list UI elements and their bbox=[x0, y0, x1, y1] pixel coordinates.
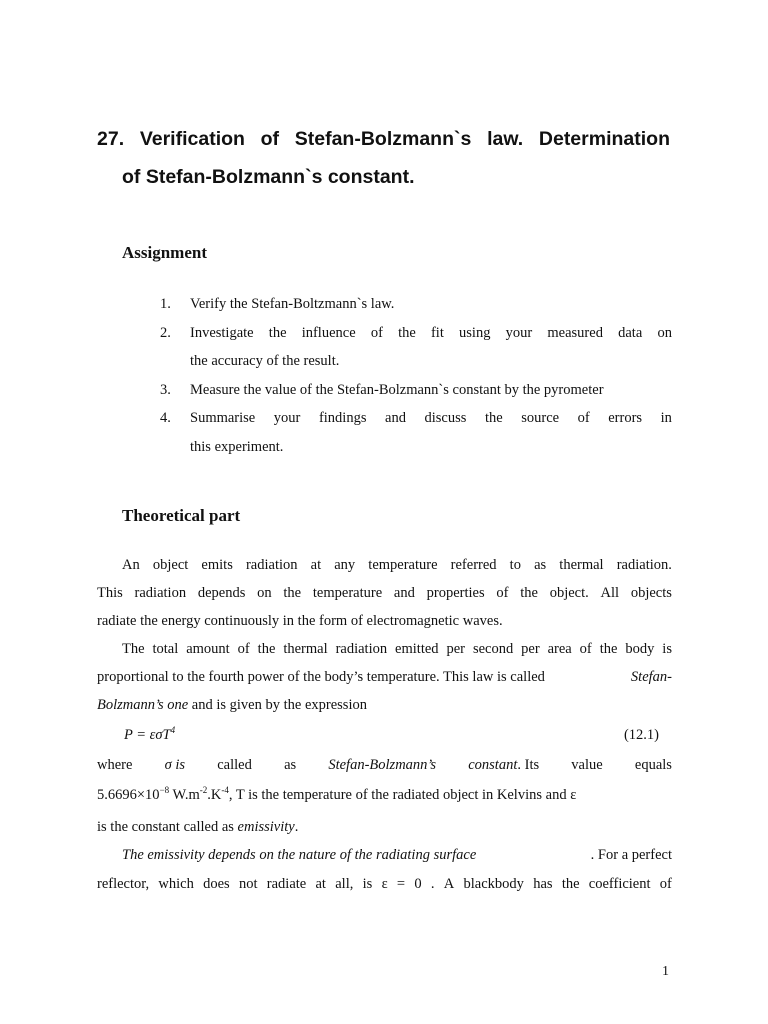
paragraph-italic-text: The emissivity depends on the nature of the radiating surface bbox=[122, 847, 477, 863]
paragraph-italic-text: Stefan- bbox=[630, 669, 672, 685]
word: radiation bbox=[134, 585, 187, 601]
word: using bbox=[459, 324, 491, 341]
word: radiation bbox=[335, 641, 388, 657]
equation-text: P = εσT bbox=[124, 727, 171, 743]
word: the bbox=[257, 641, 276, 657]
word: of bbox=[577, 410, 590, 426]
word: all, bbox=[335, 876, 354, 892]
paragraph-line bbox=[97, 874, 672, 894]
list-item bbox=[160, 290, 672, 319]
word: properties bbox=[426, 585, 485, 601]
title-word: Stefan-Bolzmann`s bbox=[294, 128, 472, 150]
equation-row bbox=[124, 725, 659, 745]
word: the bbox=[484, 410, 503, 426]
word: your bbox=[273, 410, 301, 426]
equation bbox=[124, 727, 175, 743]
word: discuss bbox=[424, 410, 467, 426]
word: referred bbox=[450, 557, 497, 573]
equation-number: (12.1) bbox=[623, 727, 659, 743]
word: the bbox=[283, 585, 302, 601]
word: on bbox=[657, 324, 672, 341]
word: to bbox=[509, 557, 521, 573]
paragraph-text: proportional to the fourth power of the body’s temperature. This law is called bbox=[97, 669, 549, 685]
assignment-list bbox=[160, 290, 672, 461]
word: An bbox=[122, 557, 140, 573]
word: 0 bbox=[414, 876, 422, 892]
list-item-number: 3. bbox=[160, 381, 171, 398]
title-word: law. bbox=[487, 128, 524, 150]
paragraph-text: called bbox=[217, 757, 252, 773]
constant-value: 5.6696×10 bbox=[97, 787, 160, 803]
word: amount bbox=[186, 641, 230, 657]
word: ε bbox=[381, 876, 388, 892]
word: in bbox=[660, 410, 672, 426]
word: of bbox=[496, 585, 509, 601]
paragraph-text: . bbox=[294, 819, 299, 835]
word: emits bbox=[201, 557, 233, 573]
word: radiation bbox=[245, 557, 298, 573]
paragraph-text: . Its bbox=[517, 757, 540, 773]
word: at bbox=[310, 557, 322, 573]
word: source bbox=[521, 410, 560, 426]
title-word: Determination bbox=[538, 128, 670, 150]
word: influence bbox=[301, 324, 356, 341]
paragraph-text: value bbox=[571, 757, 603, 773]
paragraph-line bbox=[97, 695, 672, 715]
paragraph-text: and is given by the expression bbox=[188, 697, 367, 713]
paragraph-text bbox=[468, 755, 539, 775]
list-item-text: Verify the Stefan-Boltzmann`s law. bbox=[190, 296, 395, 312]
word: thermal bbox=[559, 557, 604, 573]
word: measured bbox=[547, 324, 603, 341]
word: as bbox=[534, 557, 547, 573]
word: area bbox=[547, 641, 572, 657]
word: the bbox=[599, 641, 618, 657]
paragraph-text: equals bbox=[634, 757, 672, 773]
word: of bbox=[237, 641, 250, 657]
document-title bbox=[97, 120, 697, 196]
list-item-number: 4. bbox=[160, 410, 171, 426]
word: findings bbox=[318, 410, 367, 426]
word: object bbox=[152, 557, 189, 573]
word: the bbox=[268, 324, 287, 341]
word: second bbox=[472, 641, 514, 657]
constant-exponent: −8 bbox=[159, 785, 170, 795]
list-item-text-line: this experiment. bbox=[190, 438, 284, 455]
page-number: 1 bbox=[662, 964, 669, 979]
word: objects bbox=[630, 585, 672, 601]
word: and bbox=[393, 585, 415, 601]
paragraph-text: , T is the temperature of the radiated object in Kelvins and ε bbox=[228, 787, 577, 803]
units-exponent: -2 bbox=[199, 785, 208, 795]
title-line-1 bbox=[97, 120, 670, 158]
word: does bbox=[203, 876, 230, 892]
list-item-text-line bbox=[190, 404, 672, 433]
word: reflector, bbox=[97, 876, 150, 892]
word: depends bbox=[197, 585, 246, 601]
assignment-heading: Assignment bbox=[122, 243, 208, 262]
word: coefficient bbox=[588, 876, 651, 892]
word: at bbox=[315, 876, 326, 892]
sigma-symbol: σ is bbox=[164, 757, 186, 773]
word: the bbox=[520, 585, 538, 601]
equation-exponent: 4 bbox=[170, 725, 176, 735]
word: This bbox=[97, 585, 123, 601]
list-item-number: 1. bbox=[160, 296, 171, 312]
list-item bbox=[160, 376, 672, 405]
word: radiation. bbox=[616, 557, 672, 573]
paragraph-line bbox=[97, 583, 672, 603]
word: data bbox=[618, 324, 643, 341]
word: body bbox=[625, 641, 655, 657]
list-item-text-line bbox=[190, 319, 672, 348]
paragraph-line bbox=[97, 817, 672, 837]
paragraph-text: is the constant called as bbox=[97, 819, 238, 835]
word: of bbox=[579, 641, 592, 657]
list-item-text: Measure the value of the Stefan-Bolzmann`s constant by the pyrometer bbox=[190, 381, 604, 398]
word: thermal bbox=[283, 641, 328, 657]
paragraph-italic-text: constant bbox=[468, 757, 518, 773]
word: blackbody bbox=[463, 876, 524, 892]
title-number: 27. bbox=[97, 128, 125, 150]
theory-heading: Theoretical part bbox=[122, 506, 241, 525]
word: fit bbox=[430, 324, 444, 341]
title-word: Verification bbox=[139, 128, 245, 150]
word: object. bbox=[549, 585, 589, 601]
word: the bbox=[561, 876, 580, 892]
word: which bbox=[158, 876, 194, 892]
word: A bbox=[443, 876, 455, 892]
word: your bbox=[505, 324, 533, 341]
paragraph-text: where bbox=[97, 757, 133, 773]
word: All bbox=[600, 585, 620, 601]
word: per bbox=[446, 641, 465, 657]
word: per bbox=[521, 641, 540, 657]
constant-units: W.m bbox=[169, 787, 200, 803]
units-exponent: -4 bbox=[221, 785, 229, 795]
paragraph-italic-text: Bolzmann’s one bbox=[97, 697, 189, 713]
word: is bbox=[362, 876, 373, 892]
word: on bbox=[257, 585, 272, 601]
word: not bbox=[238, 876, 258, 892]
paragraph-line: radiate the energy continuously in the form of electromagnetic waves. bbox=[97, 613, 503, 629]
constant-units: .K bbox=[207, 787, 222, 803]
word: total bbox=[152, 641, 179, 657]
title-word: of bbox=[260, 128, 280, 150]
word: has bbox=[533, 876, 553, 892]
word: radiate bbox=[266, 876, 307, 892]
list-item bbox=[160, 404, 672, 461]
word: The bbox=[122, 641, 145, 657]
list-item bbox=[160, 319, 672, 376]
word: Summarise bbox=[190, 410, 256, 426]
word: errors bbox=[608, 410, 643, 426]
paragraph-line bbox=[97, 667, 672, 687]
word: . bbox=[430, 876, 435, 892]
word: Investigate bbox=[190, 324, 254, 341]
list-item-number: 2. bbox=[160, 324, 171, 341]
word: of bbox=[659, 876, 672, 892]
word: is bbox=[662, 641, 672, 657]
paragraph-line bbox=[97, 785, 672, 805]
word: and bbox=[385, 410, 406, 426]
word: the bbox=[398, 324, 416, 341]
word: of bbox=[370, 324, 383, 341]
list-item-text-block bbox=[190, 404, 672, 461]
list-item-text-line: the accuracy of the result. bbox=[190, 353, 340, 369]
paragraph-line bbox=[97, 639, 672, 659]
word: = bbox=[396, 876, 406, 892]
title-line-2: of Stefan-Bolzmann`s constant. bbox=[122, 166, 415, 188]
paragraph-line bbox=[97, 755, 672, 775]
paragraph-line bbox=[97, 845, 672, 865]
word: emitted bbox=[395, 641, 439, 657]
paragraph-text bbox=[165, 755, 185, 775]
list-item-text-block bbox=[190, 319, 672, 376]
paragraph-text: . For a perfect bbox=[590, 847, 672, 863]
word: any bbox=[334, 557, 356, 573]
word: temperature bbox=[368, 557, 438, 573]
paragraph-line bbox=[97, 555, 672, 575]
paragraph-italic-text: emissivity bbox=[237, 819, 295, 835]
paragraph-text: as bbox=[284, 757, 297, 773]
word: temperature bbox=[312, 585, 383, 601]
paragraph-italic-text: Stefan-Bolzmann’s bbox=[328, 757, 437, 773]
